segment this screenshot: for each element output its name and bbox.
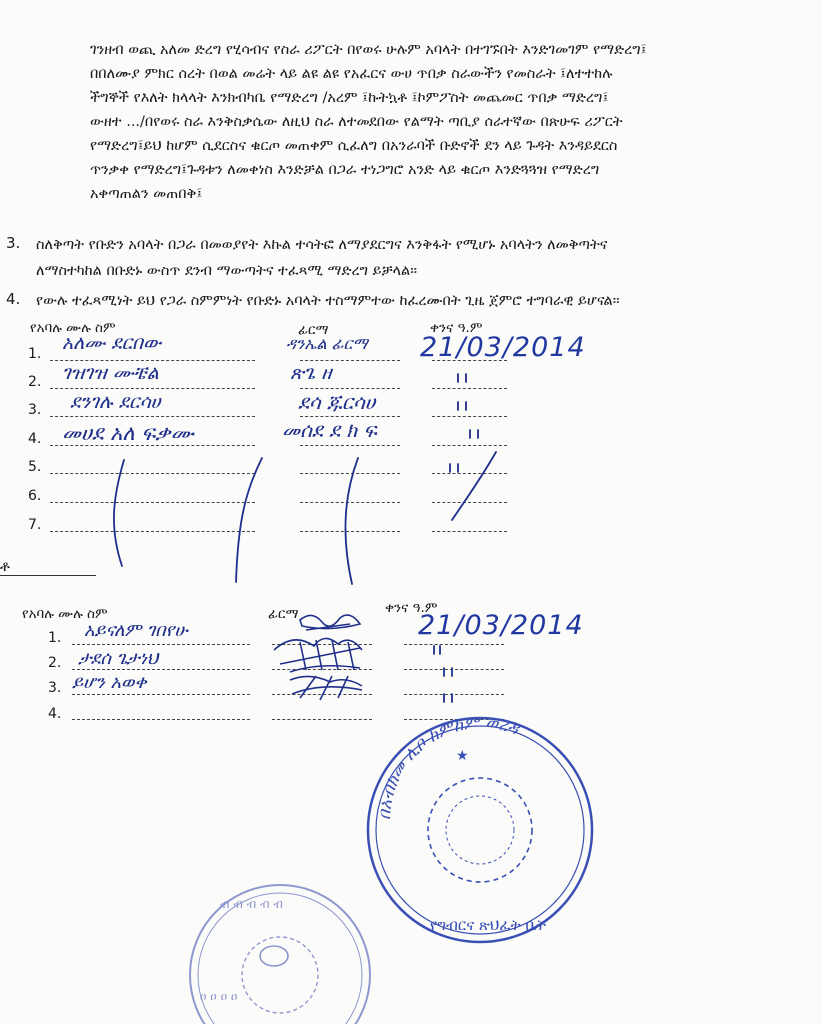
paragraph-line: የማድረግ፤ይህ ከሆም ሲደርስና ቁርጦ መጠቀም ሲፈለግ በአንራባች ቡድኖች ደን ላይ ጉዳት እንዳይደርስ: [90, 138, 618, 154]
svg-text:ዐ ዐ ዐ ዐ: ዐ ዐ ዐ ዐ: [200, 989, 238, 1003]
handwritten-signature: ዳንኤል ፊርማ: [286, 334, 368, 353]
paragraph-line: አቀጣጠልን መጠበቅ፤: [90, 186, 203, 202]
handwritten-date: 21/03/2014: [420, 332, 586, 363]
paragraph-line: ጥንቃቀ የማድረግ፤ጉዳቱን ለመቀነስ እንድቻል በጋራ ተነጋግሮ አንድ ላይ ቁርጦ እንድጓጓዝ የማድረግ: [90, 162, 600, 178]
row-number: 1.: [48, 630, 62, 646]
clause-line: የውሉ ተፈጻሚነት ይህ የጋራ ስምምነት የቡድኑ አባላት ተስማምተው ከፈረሙበት ጊዜ ጀምሮ ተግባራዊ ይሆናል፡፡: [36, 293, 620, 309]
row-number: 2.: [48, 655, 62, 671]
name-column-header: የአባሉ ሙሉ ስም: [22, 606, 108, 622]
row-number: 5.: [28, 459, 42, 475]
name-column-header: የአባሉ ሙሉ ስም: [30, 320, 116, 336]
section-mark: ቶ: [0, 557, 10, 575]
handwritten-name: መሀደ አለ ፍቃሙ: [62, 421, 194, 445]
handwritten-name: ገዝገዝ ሙቼል: [62, 362, 159, 384]
handwritten-date: 21/03/2014: [418, 610, 584, 641]
stamp-text: በአብክመ ሊቦ ከምከም ወረዳ: [374, 712, 522, 821]
clause-number: 4.: [6, 290, 21, 308]
signature-column-header: ፊርማ: [268, 606, 299, 622]
handwritten-signature: ደሳ ጁርሳሀ: [298, 390, 376, 414]
handwritten-name: አይናለም ገበየሁ: [84, 620, 188, 641]
handwritten-name: ታደሰ ጌታነህ: [78, 648, 159, 669]
row-number: 3.: [28, 402, 42, 418]
paragraph-line: ገንዘብ ወጪ አለመ ድረግ የሂሳብና የስራ ሪፖርት በየወሩ ሁሉም አባላት በተገኙበት እንድገመገም የማድረግ፤: [90, 42, 647, 58]
date-column-header: ቀንና ዓ.ም: [430, 320, 483, 336]
handwritten-name: አለሙ ደርበው: [62, 332, 162, 354]
clause-number: 3.: [6, 234, 21, 252]
paragraph-line: ችግኞች የእለት ክላላት እንክብካቤ የማድረግ /አረም ፤ኩትኳቶ ፤ኮምፖስት መጨመር ጥበቃ ማድረግ፤: [90, 90, 609, 106]
paragraph-line: ውዘተ .../በየወሩ ስራ እንቅስቃሴው ለዚህ ስራ ለተመደበው የልማት ጣቢያ ሰራተኛው በጽሁፍ ሪፖርት: [90, 114, 623, 130]
clause-line: ስለቅጣት የቡድን አባላት በጋራ በመወያየት እኩል ተሳትፎ ለማያደርግና እንቅፋት የሚሆኑ አባላትን ለመቅጣትና: [36, 237, 608, 253]
row-number: 4.: [48, 706, 62, 722]
handwritten-signature: ጽጌ ዘ: [290, 362, 332, 384]
row-number: 6.: [28, 488, 42, 504]
clause-line: ለማስተካከል በቡድኑ ውስጥ ደንብ ማውጣትና ተፈጻሚ ማድረግ ይቻላል፡፡: [36, 263, 418, 279]
row-number: 3.: [48, 680, 62, 696]
handwritten-name: ደንገሉ ደርሳሀ: [70, 391, 161, 413]
row-number: 2.: [28, 374, 42, 390]
paragraph-line: በበለሙያ ምክር ሰረት በወል መሬት ላይ ልዩ ልዩ የአፈርና ውሀ ጥበቃ ስራውችን የመስራት ፤ለተተከሉ: [90, 66, 613, 82]
svg-text:★: ★: [456, 748, 469, 764]
date-column-header: ቀንና ዓ.ም: [385, 600, 438, 616]
handwritten-name: ይሆን አወቀ: [72, 672, 147, 693]
row-number: 1.: [28, 346, 42, 362]
signature-column-header: ፊርማ: [298, 322, 329, 338]
row-number: 4.: [28, 431, 42, 447]
stamp-text: የግብርና ጽህፈት ቤት: [430, 916, 547, 934]
row-number: 7.: [28, 517, 42, 533]
svg-text:ብ ብ ብ ብ ብ: ብ ብ ብ ብ ብ: [220, 897, 283, 911]
handwritten-signature: መሰደ ደ ክ ፍ: [282, 418, 377, 442]
